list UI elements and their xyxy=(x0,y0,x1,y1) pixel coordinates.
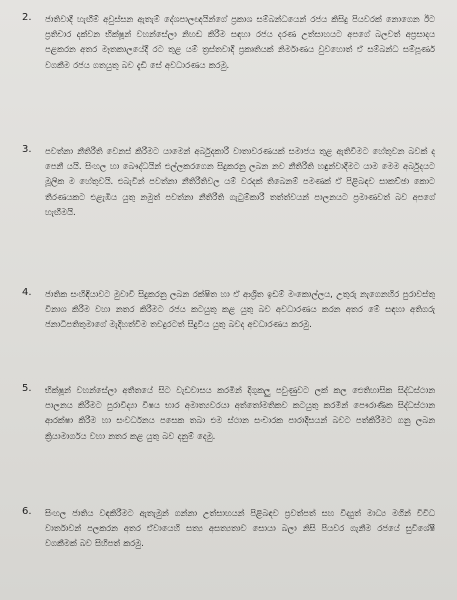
item-number: 3. xyxy=(22,144,32,155)
item-number: 6. xyxy=(22,506,32,517)
item-text: පවත්නා නීතිරීති වෙනස් කිරීමට යාමෙන් අර්බුදකාරී වාතාවරණයක් සමාජය තුළ ඇතිවීමට හේතුවන බවක් ද පෙනී යයි. සිංහල හා බෞද්ධයින් එල්ලකරගෙන සිදුකරනු ලබන නව නීතිරීති හඳුන්වාදීමට යාම මෙම අර්බුදයට මූලික ම හේතුවයි. එබැවින් පවත්නා නීතිරීතිවල යම් වරදක් තිබෙනම් පමණක් ඒ පිළිබඳව සාකච්ඡා කොට තීරණයකට එළැඹිය යුතු නමුත් පවත්නා නීතිරීති ගැටුම්කාරී තත්ත්වයන් පාලනයට ප්‍රමාණවත් බව අපගේ හැඟීමයි. xyxy=(45,146,435,217)
item-number: 4. xyxy=(22,287,32,298)
item-number: 5. xyxy=(22,383,32,394)
item-text: ජාතික සංහිඳියාවට මුවාවී සිදුකරනු ලබන රක්ෂිත හා ඒ ආශ්‍රිත ඉඩම් මංකොල්ලය, උතුරු නැගෙනහිර පුරාවස්තු විනාශ කිරීම වහා නතර කිරීමට රජය කටයුතු කළ යුතු බව අවධාරණය කරන අතර මේ සඳහා අතිගරු ජනාධිපතිතුමාගේ මැදිහත්වීම තවදුරටත් සිදුවිය යුතු බවද අවධාරණය කරමු. xyxy=(45,289,435,330)
item-text: සිංහල ජාතිය වඳකිරීමට ඇතැමුන් ගන්නා උත්සාහයන් පිළිබඳව ප්‍රවත්පත් සහ විද්‍යුත් මාධ්‍ය මගින් විවිධ වාර්තාවන් පලකරන අතර ඒවායෙහි සත්‍ය අසත්‍යතාව සොයා බලා නිසි පියවර ගැනීම රජයේ සුවිශේෂී වගකීමක් බව සිහිපත් කරමු. xyxy=(45,508,435,549)
item-text: භික්ෂූන් වහන්සේලා අතීතයේ සිට වැඩවාසය කරමින් දිගුකලු පවුණුවට ලක් කල ඓතිහාසික සිද්ධස්ථාන පාලනය කිරීමට පුරාවිද්‍යා විෂය භාර අමාත්‍යවරයා අත්තෝමතිකව කටයුතු කරමින් පෞරාණික සිද්ධස්ථාන ආරක්ෂා කිරීම හා සංවර්ධනය පසෙක තබා එම ස්ථාන සංචාරක පාරාදීසයන් බවට පත්කිරීමට ගනු ලබන ක්‍රියාමාර්ගය වහා නතර කළ යුතු බව දනුම් දෙමු. xyxy=(45,385,435,441)
item-number: 2. xyxy=(22,12,32,23)
item-text: ජාතිවාදී හැඟීම් අවුස්සන ඇතැම් දේශපාලඥයින්ගේ ප්‍රකාශ සම්බන්ධයෙන් රජය කිසිදු පියවරක් නොගෙන ඊට ප්‍රතිචාර දක්වන භික්ෂූන් වහන්සේලා නිහඬ කිරීම සඳහා රජය දරණ උත්සාහයට අපගේ බලවත් අප්‍රසාදය පළකරන අතර මෑතකාලයේදී රට තුළ යම් ත්‍රස්තවාදී ප්‍රකෘතියක් නිර්මාණය වුවහොත් ඒ සම්බන්ධ සම්පූර්ණ වගකීම රජය ගතයුතු බව දැඩි සේ අවධාරණය කරමු. xyxy=(45,14,435,70)
